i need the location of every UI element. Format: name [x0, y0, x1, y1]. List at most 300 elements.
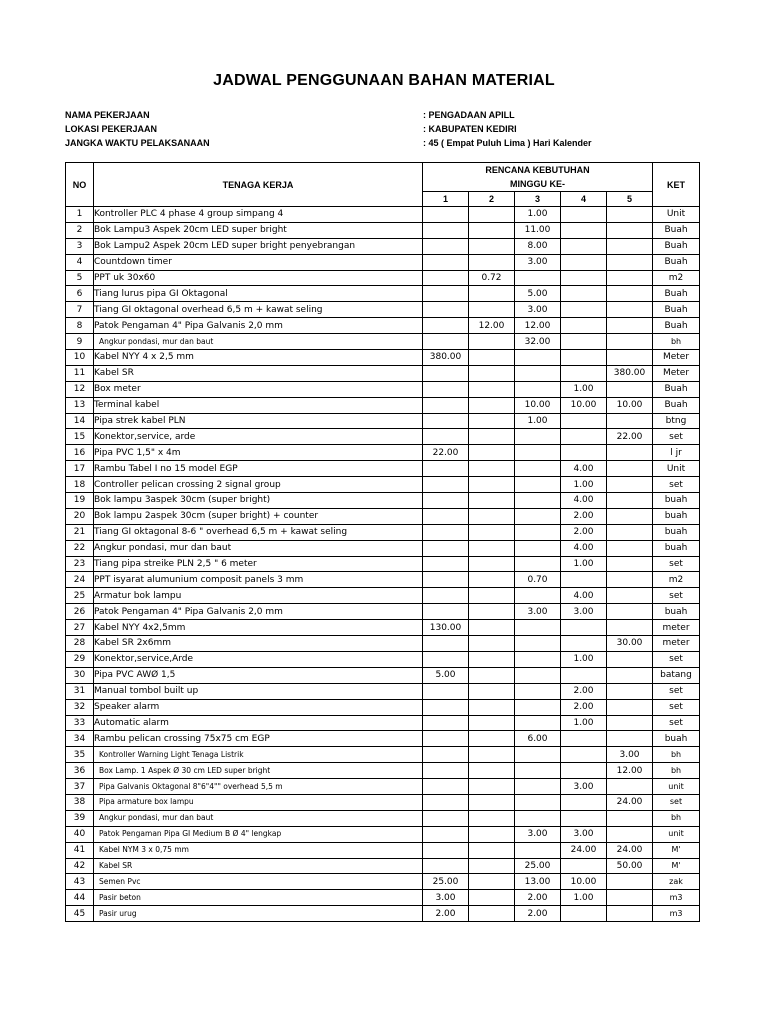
week-3-value [515, 779, 561, 795]
unit-ket: Buah [653, 254, 700, 270]
week-4-value [561, 413, 607, 429]
week-1-value [423, 397, 469, 413]
table-row [66, 302, 700, 318]
week-5-value [607, 651, 653, 667]
table-row [66, 651, 700, 667]
week-4-value: 1.00 [561, 381, 607, 397]
item-name: Pipa PVC 1,5" x 4m [94, 445, 423, 461]
week-5-value [607, 381, 653, 397]
row-number: 27 [66, 620, 94, 636]
week-1-value [423, 508, 469, 524]
unit-ket: set [653, 651, 700, 667]
week-2-value: 12.00 [469, 318, 515, 334]
week-4-value: 4.00 [561, 588, 607, 604]
header-week-5: 5 [607, 192, 653, 207]
table-row [66, 683, 700, 699]
table-row [66, 238, 700, 254]
row-number: 38 [66, 794, 94, 810]
unit-ket: set [653, 477, 700, 493]
item-name: Pipa armature box lampu [94, 794, 423, 810]
table-row [66, 445, 700, 461]
table-row [66, 826, 700, 842]
item-name: Angkur pondasi, mur dan baut [94, 540, 423, 556]
week-1-value [423, 270, 469, 286]
week-5-value [607, 810, 653, 826]
week-1-value [423, 699, 469, 715]
unit-ket: set [653, 683, 700, 699]
week-1-value [423, 651, 469, 667]
unit-ket: meter [653, 620, 700, 636]
week-3-value: 5.00 [515, 286, 561, 302]
item-name: Automatic alarm [94, 715, 423, 731]
header-minggu-ke: MINGGU KE- [423, 177, 653, 192]
week-2-value [469, 222, 515, 238]
info-value-jangka-waktu: : 45 ( Empat Puluh Lima ) Hari Kalender [423, 138, 592, 148]
week-5-value: 380.00 [607, 365, 653, 381]
week-1-value [423, 556, 469, 572]
week-4-value [561, 222, 607, 238]
item-name: Countdown timer [94, 254, 423, 270]
item-name: Manual tombol built up [94, 683, 423, 699]
week-4-value [561, 794, 607, 810]
week-4-value: 4.00 [561, 461, 607, 477]
week-3-value [515, 445, 561, 461]
item-name: Pipa PVC AWØ 1,5 [94, 667, 423, 683]
week-3-value [515, 763, 561, 779]
week-5-value [607, 588, 653, 604]
unit-ket: Buah [653, 222, 700, 238]
unit-ket: bh [653, 334, 700, 350]
table-row [66, 890, 700, 906]
week-5-value [607, 524, 653, 540]
week-2-value [469, 477, 515, 493]
item-name: Terminal kabel [94, 397, 423, 413]
week-4-value: 1.00 [561, 715, 607, 731]
row-number: 31 [66, 683, 94, 699]
table-row [66, 747, 700, 763]
week-5-value [607, 620, 653, 636]
week-1-value [423, 731, 469, 747]
week-4-value [561, 906, 607, 922]
table-row [66, 763, 700, 779]
week-5-value [607, 508, 653, 524]
week-2-value [469, 890, 515, 906]
table-row [66, 636, 700, 652]
table-row [66, 699, 700, 715]
week-1-value [423, 429, 469, 445]
table-row [66, 906, 700, 922]
row-number: 45 [66, 906, 94, 922]
info-label-jangka-waktu: JANGKA WAKTU PELAKSANAAN [65, 138, 210, 148]
table-row [66, 810, 700, 826]
week-5-value [607, 334, 653, 350]
row-number: 39 [66, 810, 94, 826]
unit-ket: set [653, 715, 700, 731]
week-1-value: 2.00 [423, 906, 469, 922]
unit-ket: buah [653, 540, 700, 556]
week-3-value [515, 699, 561, 715]
table-row [66, 270, 700, 286]
unit-ket: bh [653, 763, 700, 779]
unit-ket: Buah [653, 302, 700, 318]
week-3-value [515, 270, 561, 286]
week-5-value [607, 731, 653, 747]
item-name: Pasir beton [94, 890, 423, 906]
item-name: Box meter [94, 381, 423, 397]
table-row [66, 350, 700, 366]
row-number: 29 [66, 651, 94, 667]
week-2-value [469, 715, 515, 731]
week-2-value [469, 334, 515, 350]
week-5-value [607, 270, 653, 286]
week-4-value [561, 429, 607, 445]
row-number: 8 [66, 318, 94, 334]
table-row [66, 207, 700, 223]
table-header [66, 163, 700, 207]
item-name: Pipa Galvanis Oktagonal 8"6"4"" overhead 5,5 m [94, 779, 423, 795]
header-week-3: 3 [515, 192, 561, 207]
row-number: 43 [66, 874, 94, 890]
week-5-value [607, 683, 653, 699]
week-4-value [561, 286, 607, 302]
week-4-value: 3.00 [561, 826, 607, 842]
week-2-value [469, 572, 515, 588]
table-row [66, 715, 700, 731]
item-name: Patok Pengaman Pipa GI Medium B Ø 4" lengkap [94, 826, 423, 842]
week-5-value [607, 350, 653, 366]
week-3-value [515, 508, 561, 524]
week-1-value [423, 477, 469, 493]
row-number: 26 [66, 604, 94, 620]
table-row [66, 508, 700, 524]
week-5-value: 10.00 [607, 397, 653, 413]
week-1-value [423, 334, 469, 350]
unit-ket: meter [653, 636, 700, 652]
week-1-value [423, 381, 469, 397]
week-5-value [607, 604, 653, 620]
row-number: 40 [66, 826, 94, 842]
week-5-value [607, 572, 653, 588]
row-number: 5 [66, 270, 94, 286]
item-name: Bok lampu 2aspek 30cm (super bright) + counter [94, 508, 423, 524]
week-3-value [515, 350, 561, 366]
unit-ket: buah [653, 731, 700, 747]
week-5-value [607, 445, 653, 461]
unit-ket: Unit [653, 207, 700, 223]
week-1-value [423, 794, 469, 810]
week-5-value [607, 540, 653, 556]
unit-ket: l jr [653, 445, 700, 461]
week-2-value [469, 429, 515, 445]
week-4-value [561, 636, 607, 652]
row-number: 4 [66, 254, 94, 270]
week-3-value [515, 667, 561, 683]
row-number: 33 [66, 715, 94, 731]
week-1-value [423, 779, 469, 795]
week-5-value: 3.00 [607, 747, 653, 763]
week-2-value [469, 667, 515, 683]
table-row [66, 604, 700, 620]
week-1-value [423, 461, 469, 477]
week-3-value: 3.00 [515, 826, 561, 842]
week-4-value [561, 747, 607, 763]
week-1-value [423, 858, 469, 874]
table-row [66, 318, 700, 334]
week-4-value: 4.00 [561, 493, 607, 509]
week-2-value [469, 731, 515, 747]
week-5-value [607, 238, 653, 254]
unit-ket: buah [653, 604, 700, 620]
week-4-value [561, 572, 607, 588]
item-name: Tiang pipa streike PLN 2,5 " 6 meter [94, 556, 423, 572]
table-row [66, 493, 700, 509]
unit-ket: m2 [653, 572, 700, 588]
item-name: PPT uk 30x60 [94, 270, 423, 286]
header-week-1: 1 [423, 192, 469, 207]
week-2-value [469, 763, 515, 779]
table-row [66, 397, 700, 413]
table-row [66, 794, 700, 810]
unit-ket: buah [653, 493, 700, 509]
week-5-value [607, 413, 653, 429]
week-2-value [469, 445, 515, 461]
item-name: Armatur bok lampu [94, 588, 423, 604]
week-4-value [561, 810, 607, 826]
week-4-value [561, 318, 607, 334]
week-4-value: 2.00 [561, 683, 607, 699]
unit-ket: set [653, 556, 700, 572]
week-1-value [423, 254, 469, 270]
week-2-value [469, 397, 515, 413]
row-number: 22 [66, 540, 94, 556]
week-2-value [469, 365, 515, 381]
week-2-value [469, 604, 515, 620]
week-3-value [515, 747, 561, 763]
week-4-value: 1.00 [561, 477, 607, 493]
week-2-value [469, 699, 515, 715]
info-value-lokasi-pekerjaan: : KABUPATEN KEDIRI [423, 124, 517, 134]
week-4-value [561, 334, 607, 350]
table-row [66, 477, 700, 493]
item-name: Bok lampu 3aspek 30cm (super bright) [94, 493, 423, 509]
row-number: 9 [66, 334, 94, 350]
week-4-value: 1.00 [561, 651, 607, 667]
item-name: Angkur pondasi, mur dan baut [94, 810, 423, 826]
week-1-value [423, 286, 469, 302]
week-5-value: 50.00 [607, 858, 653, 874]
week-4-value: 24.00 [561, 842, 607, 858]
week-1-value: 22.00 [423, 445, 469, 461]
week-2-value [469, 381, 515, 397]
week-3-value [515, 365, 561, 381]
week-4-value: 2.00 [561, 699, 607, 715]
row-number: 19 [66, 493, 94, 509]
week-5-value: 12.00 [607, 763, 653, 779]
week-2-value [469, 826, 515, 842]
week-3-value: 1.00 [515, 413, 561, 429]
week-2-value: 0.72 [469, 270, 515, 286]
unit-ket: m3 [653, 906, 700, 922]
table-row [66, 429, 700, 445]
row-number: 25 [66, 588, 94, 604]
row-number: 34 [66, 731, 94, 747]
week-4-value: 4.00 [561, 540, 607, 556]
info-label-nama-pekerjaan: NAMA PEKERJAAN [65, 110, 150, 120]
item-name: Patok Pengaman 4" Pipa Galvanis 2,0 mm [94, 604, 423, 620]
week-2-value [469, 207, 515, 223]
item-name: Kabel NYM 3 x 0,75 mm [94, 842, 423, 858]
week-2-value [469, 493, 515, 509]
week-4-value: 10.00 [561, 874, 607, 890]
week-1-value [423, 763, 469, 779]
week-1-value [423, 207, 469, 223]
week-3-value: 2.00 [515, 890, 561, 906]
week-2-value [469, 540, 515, 556]
week-2-value [469, 858, 515, 874]
week-3-value [515, 636, 561, 652]
week-2-value [469, 906, 515, 922]
unit-ket: buah [653, 524, 700, 540]
week-3-value [515, 842, 561, 858]
row-number: 24 [66, 572, 94, 588]
table-row [66, 222, 700, 238]
unit-ket: Buah [653, 238, 700, 254]
row-number: 32 [66, 699, 94, 715]
header-week-4: 4 [561, 192, 607, 207]
week-3-value [515, 429, 561, 445]
week-5-value [607, 477, 653, 493]
item-name: Kabel SR 2x6mm [94, 636, 423, 652]
item-name: PPT isyarat alumunium composit panels 3 mm [94, 572, 423, 588]
unit-ket: Buah [653, 381, 700, 397]
week-1-value [423, 302, 469, 318]
week-5-value [607, 874, 653, 890]
table-row [66, 524, 700, 540]
week-4-value [561, 445, 607, 461]
week-2-value [469, 620, 515, 636]
week-5-value [607, 222, 653, 238]
unit-ket: set [653, 699, 700, 715]
row-number: 1 [66, 207, 94, 223]
item-name: Angkur pondasi, mur dan baut [94, 334, 423, 350]
item-name: Box Lamp. 1 Aspek Ø 30 cm LED super bright [94, 763, 423, 779]
week-3-value: 25.00 [515, 858, 561, 874]
week-4-value [561, 302, 607, 318]
row-number: 41 [66, 842, 94, 858]
week-1-value [423, 238, 469, 254]
week-4-value [561, 238, 607, 254]
week-4-value [561, 763, 607, 779]
unit-ket: set [653, 429, 700, 445]
header-tenaga-kerja: TENAGA KERJA [94, 163, 423, 207]
unit-ket: unit [653, 779, 700, 795]
week-5-value [607, 461, 653, 477]
week-4-value: 3.00 [561, 779, 607, 795]
week-3-value: 3.00 [515, 254, 561, 270]
table-row [66, 588, 700, 604]
week-3-value [515, 794, 561, 810]
week-1-value [423, 572, 469, 588]
unit-ket: Unit [653, 461, 700, 477]
week-2-value [469, 461, 515, 477]
table-row [66, 334, 700, 350]
week-5-value [607, 286, 653, 302]
week-1-value [423, 588, 469, 604]
week-2-value [469, 286, 515, 302]
week-3-value: 32.00 [515, 334, 561, 350]
week-4-value: 3.00 [561, 604, 607, 620]
unit-ket: set [653, 588, 700, 604]
row-number: 17 [66, 461, 94, 477]
row-number: 13 [66, 397, 94, 413]
page-title: JADWAL PENGGUNAAN BAHAN MATERIAL [213, 72, 555, 89]
row-number: 21 [66, 524, 94, 540]
week-5-value [607, 667, 653, 683]
unit-ket: batang [653, 667, 700, 683]
unit-ket: m2 [653, 270, 700, 286]
item-name: Konektor,service, arde [94, 429, 423, 445]
week-3-value [515, 381, 561, 397]
unit-ket: bh [653, 810, 700, 826]
week-3-value [515, 556, 561, 572]
week-5-value [607, 826, 653, 842]
week-3-value [515, 493, 561, 509]
week-2-value [469, 556, 515, 572]
table-row [66, 572, 700, 588]
row-number: 11 [66, 365, 94, 381]
table-row [66, 858, 700, 874]
unit-ket: M' [653, 858, 700, 874]
week-1-value: 25.00 [423, 874, 469, 890]
table-row [66, 254, 700, 270]
week-3-value [515, 715, 561, 731]
week-1-value [423, 318, 469, 334]
week-1-value [423, 540, 469, 556]
unit-ket: Meter [653, 365, 700, 381]
row-number: 20 [66, 508, 94, 524]
week-4-value: 2.00 [561, 524, 607, 540]
unit-ket: btng [653, 413, 700, 429]
week-1-value: 5.00 [423, 667, 469, 683]
week-1-value [423, 222, 469, 238]
week-2-value [469, 810, 515, 826]
row-number: 10 [66, 350, 94, 366]
week-2-value [469, 524, 515, 540]
week-4-value [561, 667, 607, 683]
week-3-value [515, 810, 561, 826]
item-name: Patok Pengaman 4" Pipa Galvanis 2,0 mm [94, 318, 423, 334]
row-number: 35 [66, 747, 94, 763]
unit-ket: unit [653, 826, 700, 842]
week-4-value: 1.00 [561, 890, 607, 906]
item-name: Kabel NYY 4 x 2,5 mm [94, 350, 423, 366]
info-value-nama-pekerjaan: : PENGADAAN APILL [423, 110, 515, 120]
week-1-value [423, 413, 469, 429]
week-2-value [469, 350, 515, 366]
unit-ket: Buah [653, 286, 700, 302]
header-rencana-kebutuhan: RENCANA KEBUTUHAN [423, 163, 653, 178]
week-4-value: 10.00 [561, 397, 607, 413]
row-number: 15 [66, 429, 94, 445]
week-3-value [515, 651, 561, 667]
row-number: 28 [66, 636, 94, 652]
item-name: Pasir urug [94, 906, 423, 922]
week-3-value [515, 477, 561, 493]
week-2-value [469, 842, 515, 858]
table-row [66, 842, 700, 858]
week-5-value: 22.00 [607, 429, 653, 445]
week-1-value [423, 365, 469, 381]
